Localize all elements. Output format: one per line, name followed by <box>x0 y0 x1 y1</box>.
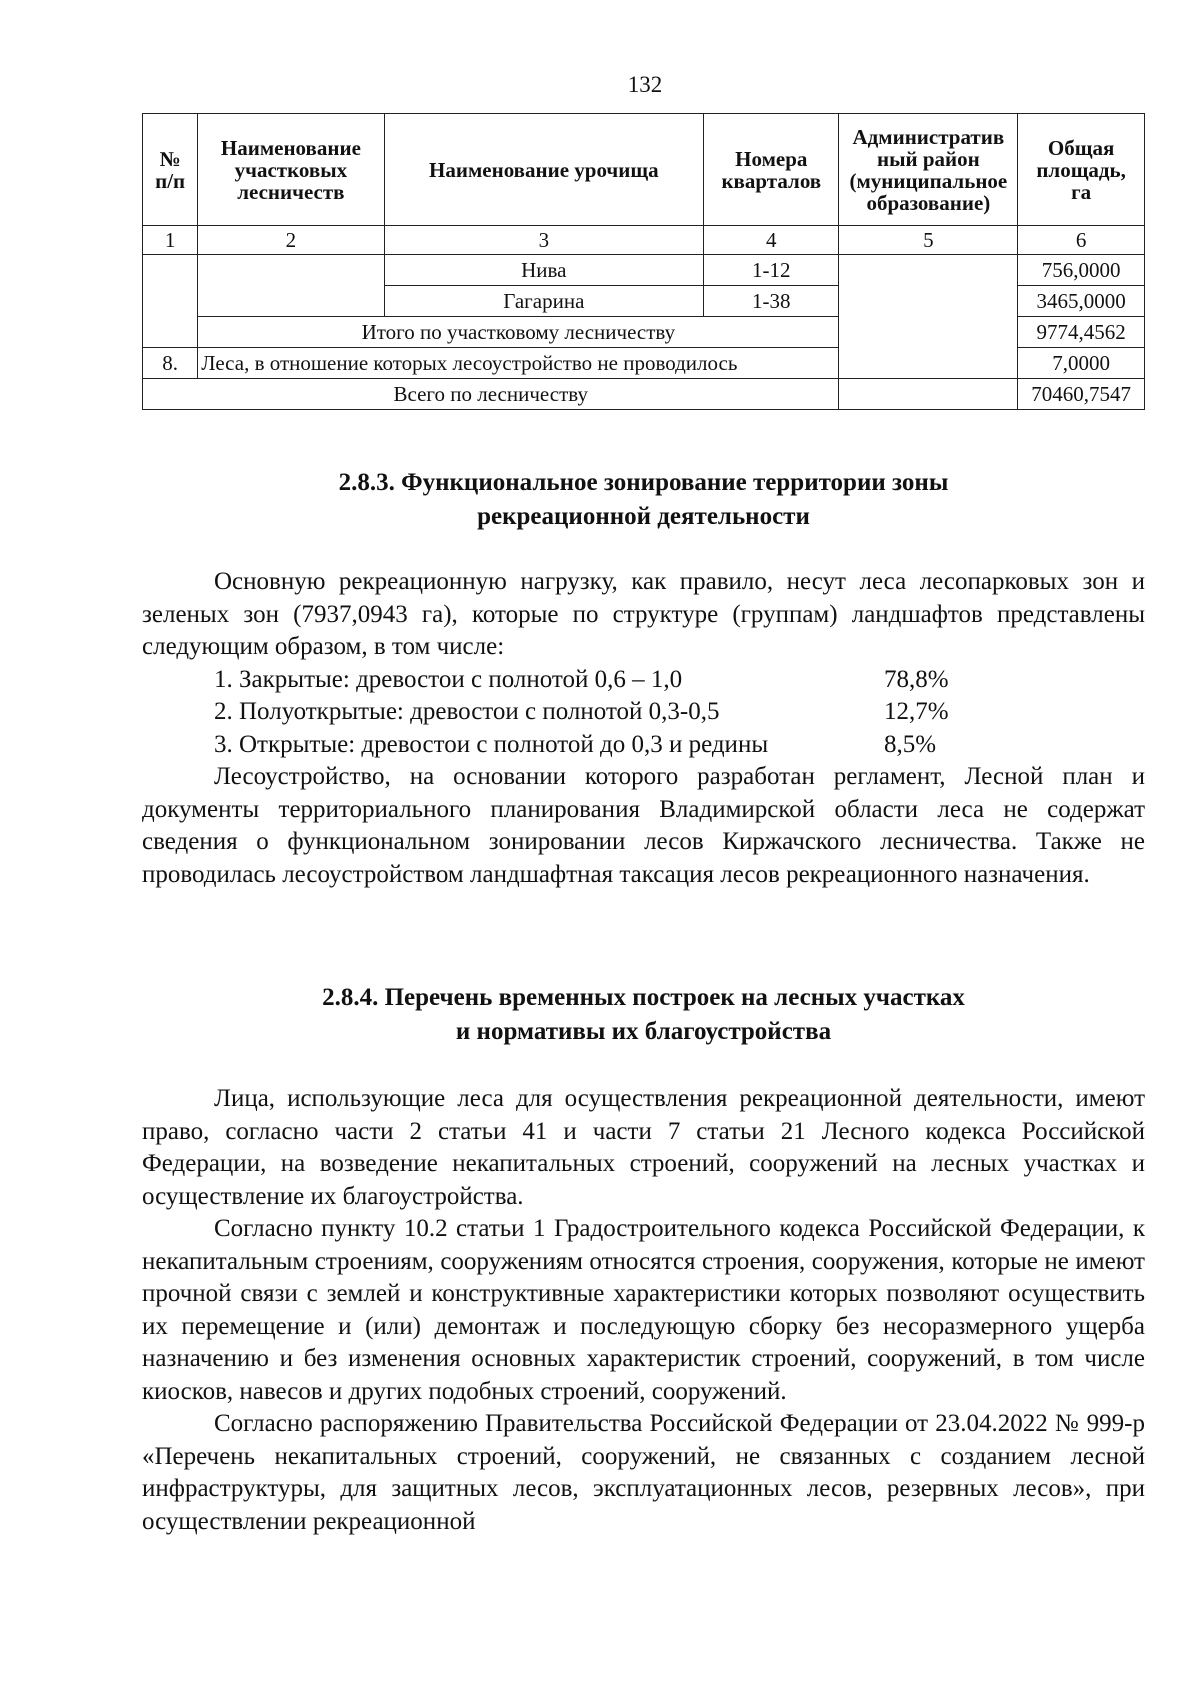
column-index: 5 <box>839 226 1018 255</box>
column-index: 4 <box>704 226 839 255</box>
list-item: 2. Полуоткрытые: древостои с полнотой 0,3-0,5 12,7% <box>214 698 949 725</box>
area-cell: 3465,0000 <box>1018 286 1145 317</box>
subtotal-label: Итого по участковому лесничеству <box>198 317 839 348</box>
row8-area: 7,0000 <box>1018 348 1145 379</box>
quarters-cell: 1-38 <box>704 286 839 317</box>
section-284-body <box>142 1083 1145 1538</box>
row-num: 8. <box>143 348 198 379</box>
section-284-title: 2.8.4. Перечень временных построек на лесных участках и нормативы их благоустройства <box>322 984 965 1045</box>
list-item: 1. Закрытые: древостои с полнотой 0,6 – 1,0 78,8% <box>214 665 949 693</box>
total-label: Всего по лесничеству <box>143 379 839 410</box>
column-index: 6 <box>1018 226 1145 255</box>
header-area: Общая площадь, га <box>1018 114 1145 226</box>
area-cell: 756,0000 <box>1018 255 1145 286</box>
body-paragraph: Согласно распоряжению Правительства Российской Федерации от 23.04.2022 № 999-р «Перечень некапитальных строений, сооружений, не связанных с созданием лесной инфраструктуры, для защитных лесов, эксплуатационных лесов, резервных лесов», при осуществлении рекреационной <box>142 1410 1145 1535</box>
header-num: № п/п <box>143 114 198 226</box>
list-item: 3. Открытые: древостои с полнотой до 0,3 и редины 8,5% <box>214 730 937 758</box>
section-283-title: 2.8.3. Функциональное зонирование территории зоны рекреационной деятельности <box>338 469 949 530</box>
subtotal-area: 9774,4562 <box>1018 317 1145 348</box>
column-index: 2 <box>198 226 384 255</box>
table-row <box>143 255 1145 286</box>
total-area: 70460,7547 <box>1018 379 1145 410</box>
tract-cell: Гагарина <box>384 286 704 317</box>
forestry-table <box>142 113 1145 410</box>
tract-cell: Нива <box>384 255 704 286</box>
row8-label: Леса, в отношение которых лесоустройство не проводилось <box>198 348 839 379</box>
quarters-cell: 1-12 <box>704 255 839 286</box>
intro-paragraph: Основную рекреационную нагрузку, как правило, несут леса лесопарковых зон и зеленых зон (7937,0943 га), которые по структуре (группам) ландшафтов представлены следующим образом, в том числе: <box>142 568 1145 660</box>
column-index: 3 <box>384 226 704 255</box>
total-district-cell <box>839 379 1018 410</box>
empty-forestry-cell <box>198 255 384 317</box>
body-paragraph: Согласно пункту 10.2 статьи 1 Градостроительного кодекса Российской Федерации, к некапитальным строениям, сооружениям относятся строения, сооружения, которые не имеют прочной связи с землей и конструктивные характеристики которых позволяют осуществить их перемещение и (или) демонтаж и последующую сборку без несоразмерного ущерба назначению и без изменения основных характеристик строений, сооружений, в том числе киосков, навесов и других подобных строений, сооружений. <box>142 1215 1145 1405</box>
column-index: 1 <box>143 226 198 255</box>
body-paragraph: Лица, использующие леса для осуществления рекреационной деятельности, имеют право, согласно части 2 статьи 41 и части 7 статьи 21 Лесного кодекса Российской Федерации, на возведение некапитальных строений, сооружений на лесных участках и осуществление их благоустройства. <box>142 1085 1145 1210</box>
empty-num-cell <box>143 255 198 348</box>
header-district: Административ ный район (муниципальное образование) <box>839 114 1018 226</box>
table-header-row <box>143 114 1145 226</box>
column-index-row <box>143 226 1145 255</box>
header-quarters: Номера кварталов <box>704 114 839 226</box>
total-row <box>143 379 1145 410</box>
body-paragraph: Лесоустройство, на основании которого разработан регламент, Лесной план и документы территориального планирования Владимирской области леса не содержат сведения о функциональном зонировании лесов Киржачского лесничества. Также не проводилась лесоустройством ландшафтная таксация лесов рекреационного назначения. <box>142 763 1145 888</box>
empty-district-cell <box>839 255 1018 379</box>
page-number: 132 <box>627 72 663 97</box>
header-forestries: Наименование участковых лесничеств <box>198 114 384 226</box>
header-tract: Наименование урочища <box>384 114 704 226</box>
section-283-body <box>142 566 1145 891</box>
